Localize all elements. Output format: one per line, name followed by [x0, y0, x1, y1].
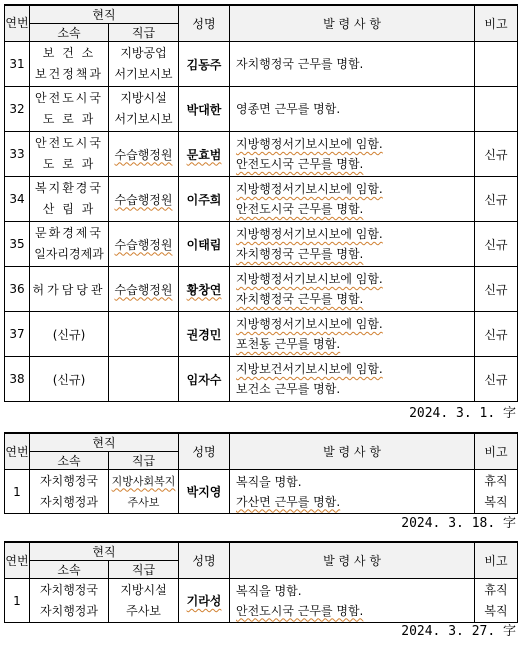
rank-cell — [109, 312, 179, 357]
order-line: 자치행정국 근무를 명함. — [236, 57, 364, 71]
seq-cell: 32 — [5, 87, 30, 132]
header-seq: 연번 — [5, 433, 30, 470]
order-line: 안전도시국 근무를 명함. — [236, 202, 364, 216]
order-line: 자치행정국 근무를 명함. — [236, 247, 364, 261]
header-rank: 직급 — [109, 561, 179, 579]
order-line: 포천동 근무를 명함. — [236, 337, 341, 351]
rank-line: 주사보 — [127, 495, 160, 509]
header-dept: 소속 — [30, 24, 109, 42]
header-seq-label: 연번 — [5, 16, 29, 30]
dept-cell: (신규) — [30, 312, 109, 357]
rank-line: 서기보시보 — [114, 112, 173, 126]
rank-cell — [109, 357, 179, 402]
dept-cell — [30, 42, 109, 87]
rank-line: 수습행정원 — [114, 282, 173, 297]
order-cell — [230, 267, 475, 312]
header-rank: 직급 — [109, 452, 179, 470]
note-cell: 신규 — [475, 312, 518, 357]
note-line: 복직 — [484, 603, 508, 618]
rank-line: 지방공업 — [120, 46, 167, 60]
dept-line: 자치행정국 — [40, 582, 98, 597]
name-text: 기라성 — [186, 594, 222, 608]
name-cell: 박지영 — [179, 470, 230, 514]
rank-line: 수습행정원 — [114, 237, 173, 252]
dept-line: 일자리경제과 — [34, 247, 104, 261]
order-line: 안전도시국 근무를 명함. — [236, 157, 364, 171]
header-dept: 소속 — [30, 452, 109, 470]
note-cell: 신규 — [475, 132, 518, 177]
dept-cell — [30, 267, 109, 312]
dept-line: 문화경제국 — [35, 226, 103, 240]
seq-cell: 33 — [5, 132, 30, 177]
dept-line: 자치행정과 — [40, 494, 98, 509]
note-line: 휴직 — [484, 582, 508, 597]
seq-cell: 34 — [5, 177, 30, 222]
order-cell — [230, 87, 475, 132]
seq-cell: 1 — [5, 470, 30, 514]
name-cell: 박대한 — [179, 87, 230, 132]
note-cell: 신규 — [475, 357, 518, 402]
dept-line: 보 건 소 — [42, 46, 96, 60]
header-current: 현직 — [30, 5, 179, 24]
dept-line: 산 림 과 — [42, 202, 96, 216]
dept-line: 허가담당관 — [32, 282, 106, 297]
order-cell — [230, 132, 475, 177]
seq-cell: 38 — [5, 357, 30, 402]
order-line: 지방행정서기보시보에 임함. — [236, 272, 383, 286]
name-cell: 이태림 — [179, 222, 230, 267]
dept-cell — [30, 132, 109, 177]
table-row — [5, 579, 518, 623]
note-cell: 신규 — [475, 177, 518, 222]
header-seq: 연번 — [5, 542, 30, 579]
rank-line: 지방시설 — [120, 91, 167, 105]
note-cell: 신규 — [475, 222, 518, 267]
header-note: 비고 — [475, 433, 518, 470]
note-cell — [475, 42, 518, 87]
seq-cell: 37 — [5, 312, 30, 357]
rank-cell — [109, 177, 179, 222]
table-row — [5, 312, 518, 357]
header-name: 성명 — [179, 433, 230, 470]
effective-date-3: 2024. 3. 27. 字 — [401, 624, 516, 639]
dept-cell — [30, 579, 109, 623]
effective-date-2: 2024. 3. 18. 字 — [401, 516, 516, 531]
rank-line: 수습행정원 — [114, 192, 173, 207]
dept-cell — [30, 222, 109, 267]
name-cell — [179, 267, 230, 312]
note-line: 복직 — [484, 494, 508, 509]
rank-line: 주사보 — [126, 603, 161, 618]
order-line: 복직을 명함. — [236, 474, 302, 489]
name-cell: 김동주 — [179, 42, 230, 87]
order-line: 지방행정서기보시보에 임함. — [236, 137, 383, 151]
dept-line: 자치행정과 — [40, 603, 98, 618]
rank-cell — [109, 222, 179, 267]
dept-line: 안전도시국 — [35, 91, 103, 105]
order-cell — [230, 312, 475, 357]
table-row — [5, 87, 518, 132]
dept-cell: (신규) — [30, 357, 109, 402]
table-row — [5, 132, 518, 177]
name-text: 황창연 — [186, 282, 222, 297]
name-cell: 임자수 — [179, 357, 230, 402]
seq-cell: 31 — [5, 42, 30, 87]
header-note: 비고 — [475, 5, 518, 42]
dept-line: 자치행정국 — [40, 473, 98, 488]
appointment-table-2 — [4, 432, 518, 514]
order-line: 지방행정서기보시보에 임함. — [236, 182, 383, 196]
order-cell — [230, 357, 475, 402]
name-text: 문효범 — [186, 147, 222, 162]
order-line: 지방행정서기보시보에 임함. — [236, 227, 383, 241]
header-name: 성명 — [179, 5, 230, 42]
table-row — [5, 267, 518, 312]
note-cell: 신규 — [475, 267, 518, 312]
rank-line: 서기보시보 — [114, 67, 173, 81]
table-row — [5, 177, 518, 222]
order-cell — [230, 42, 475, 87]
header-current: 현직 — [30, 433, 179, 452]
order-line: 지방행정서기보시보에 임함. — [236, 317, 383, 331]
rank-line: 수습행정원 — [114, 147, 173, 162]
dept-line: 도 로 과 — [42, 157, 96, 171]
dept-line: 보건정책과 — [35, 67, 103, 81]
order-line: 복직을 명함. — [236, 583, 302, 598]
order-cell — [230, 579, 475, 623]
rank-cell — [109, 579, 179, 623]
table-row — [5, 470, 518, 514]
table-row — [5, 42, 518, 87]
name-cell: 권경민 — [179, 312, 230, 357]
table-row — [5, 222, 518, 267]
name-cell — [179, 132, 230, 177]
dept-cell — [30, 177, 109, 222]
order-line: 영종면 근무를 명함. — [236, 102, 341, 116]
effective-date-1: 2024. 3. 1. 字 — [409, 406, 516, 421]
order-line: 보건소 근무를 명함. — [236, 382, 341, 396]
header-note: 비고 — [475, 542, 518, 579]
header-name: 성명 — [179, 542, 230, 579]
seq-cell: 1 — [5, 579, 30, 623]
order-cell — [230, 470, 475, 514]
appointment-table-1 — [4, 4, 518, 402]
dept-line: 복지환경국 — [35, 181, 103, 195]
header-order: 발 령 사 항 — [230, 5, 475, 42]
dept-cell — [30, 470, 109, 514]
header-dept: 소속 — [30, 561, 109, 579]
dept-cell — [30, 87, 109, 132]
note-cell — [475, 579, 518, 623]
order-line: 안전도시국 근무를 명함. — [236, 603, 364, 618]
name-cell: 이주희 — [179, 177, 230, 222]
note-line: 휴직 — [484, 473, 508, 488]
note-cell — [475, 470, 518, 514]
appointment-table-3 — [4, 541, 518, 623]
rank-line: 지방시설 — [120, 582, 167, 597]
rank-cell — [109, 42, 179, 87]
seq-cell: 36 — [5, 267, 30, 312]
rank-cell — [109, 87, 179, 132]
header-order: 발 령 사 항 — [230, 542, 475, 579]
order-cell — [230, 222, 475, 267]
table-row — [5, 357, 518, 402]
rank-cell — [109, 132, 179, 177]
rank-line: 지방사회복지 — [111, 474, 176, 488]
seq-cell: 35 — [5, 222, 30, 267]
header-order: 발 령 사 항 — [230, 433, 475, 470]
dept-line: 도 로 과 — [42, 112, 96, 126]
order-cell — [230, 177, 475, 222]
order-line: 자치행정국 근무를 명함. — [236, 292, 364, 306]
header-rank: 직급 — [109, 24, 179, 42]
rank-cell — [109, 267, 179, 312]
header-current: 현직 — [30, 542, 179, 561]
dept-line: 안전도시국 — [35, 136, 103, 150]
header-seq — [5, 5, 30, 42]
rank-cell — [109, 470, 179, 514]
note-cell — [475, 87, 518, 132]
name-cell — [179, 579, 230, 623]
order-line: 가산면 근무를 명함. — [236, 494, 341, 509]
order-line: 지방보건서기보시보에 임함. — [236, 362, 383, 376]
